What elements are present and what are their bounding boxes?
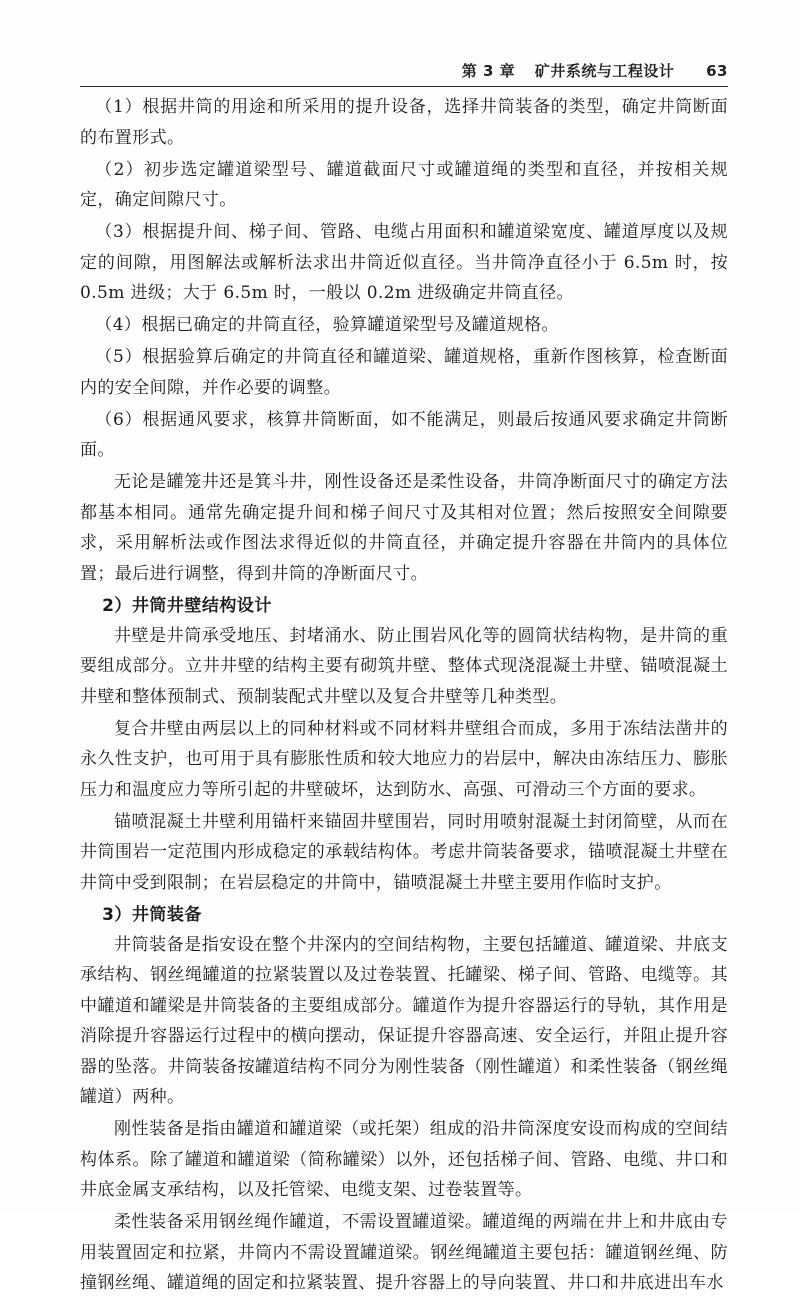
page-number: 63 <box>706 62 728 80</box>
design-step-5: （5）根据验算后确定的井筒直径和罐道梁、罐道规格，重新作图核算，检查断面内的安全间隙，并作必要的调整。 <box>80 347 728 398</box>
design-step-4: （4）根据已确定的井筒直径，验算罐道梁型号及罐道规格。 <box>95 315 559 335</box>
design-step-6: （6）根据通风要求，核算井筒断面，如不能满足，则最后按通风要求确定井筒断面。 <box>80 409 728 460</box>
chapter-label: 第 3 章 <box>461 62 516 80</box>
shaft-equipment-paragraph-1: 井筒装备是指安设在整个井深内的空间结构物，主要包括罐道、罐道梁、井底支承结构、钢丝绳罐道的拉紧装置以及过卷装置、托罐梁、梯子间、管路、电缆等。其中罐道和罐梁是井筒装备的主要组成部分。罐道作为提升容器运行的导轨，其作用是消除提升容器运行过程中的横向摆动，保证提升容器高速、安全运行，并阻止提升容器的坠落。井筒装备按罐道结构不同分为刚性装备（刚性罐道）和柔性装备（钢丝绳罐道）两种。 <box>80 934 728 1107</box>
page-body <box>80 92 728 1300</box>
shaft-wall-paragraph-2: 复合井壁由两层以上的同种材料或不同材料井壁组合而成，多用于冻结法凿井的永久性支护，也可用于具有膨胀性质和较大地应力的岩层中，解决由冻结压力、膨胀压力和温度应力等所引起的井壁破坏，达到防水、高强、可滑动三个方面的要求。 <box>80 718 728 800</box>
shaft-equipment-paragraph-2: 刚性装备是指由罐道和罐道梁（或托架）组成的沿井筒深度安设而构成的空间结构体系。除了罐道和罐道梁（简称罐梁）以外，还包括梯子间、管路、电缆、井口和井底金属支承结构，以及托管梁、电缆支架、过卷装置等。 <box>80 1119 728 1200</box>
chapter-title: 矿井系统与工程设计 <box>534 62 675 80</box>
running-header <box>462 60 728 81</box>
summary-paragraph: 无论是罐笼井还是箕斗井，刚性设备还是柔性设备，井筒净断面尺寸的确定方法都基本相同。通常先确定提升间和梯子间尺寸及其相对位置；然后按照安全间隙要求，采用解析法或作图法求得近似的井筒直径，并确定提升容器在井筒内的具体位置；最后进行调整，得到井筒的净断面尺寸。 <box>80 472 728 584</box>
header-divider <box>80 86 728 87</box>
section-heading-shaft-equipment: 3）井筒装备 <box>102 904 202 925</box>
shaft-wall-paragraph-1: 井壁是井筒承受地压、封堵涌水、防止围岩风化等的圆筒状结构物，是井筒的重要组成部分。立井井壁的结构主要有砌筑井壁、整体式现浇混凝土井壁、锚喷混凝土井壁和整体预制式、预制装配式井壁以及复合井壁等几种类型。 <box>80 625 728 707</box>
shaft-wall-paragraph-3: 锚喷混凝土井壁利用锚杆来锚固井壁围岩，同时用喷射混凝土封闭简壁，从而在井筒围岩一定范围内形成稳定的承载结构体。考虑井筒装备要求，锚喷混凝土井壁在井筒中受到限制；在岩层稳定的井筒中，锚喷混凝土井壁主要用作临时支护。 <box>80 811 728 893</box>
design-step-1: （1）根据井筒的用途和所采用的提升设备，选择井筒装备的类型，确定井筒断面的布置形式。 <box>80 97 728 148</box>
design-step-2: （2）初步选定罐道梁型号、罐道截面尺寸或罐道绳的类型和直径，并按相关规定，确定间隙尺寸。 <box>80 159 728 210</box>
design-step-3: （3）根据提升间、梯子间、管路、电缆占用面积和罐道梁宽度、罐道厚度以及规定的间隙，用图解法或解析法求出井筒近似直径。当井筒净直径小于 6.5m 时，按 0.5m 进级；大于 6.5m 时，一般以 0.2m 进级确定井筒直径。 <box>80 222 728 303</box>
shaft-equipment-paragraph-3: 柔性装备采用钢丝绳作罐道，不需设置罐道梁。罐道绳的两端在井上和井底由专用装置固定和拉紧，井筒内不需设置罐道梁。钢丝绳罐道主要包括：罐道钢丝绳、防撞钢丝绳、罐道绳的固定和拉紧装置、提升容器上的导向装置、井口和井底进出车水 <box>80 1212 728 1293</box>
section-heading-shaft-wall: 2）井筒井壁结构设计 <box>102 595 272 616</box>
